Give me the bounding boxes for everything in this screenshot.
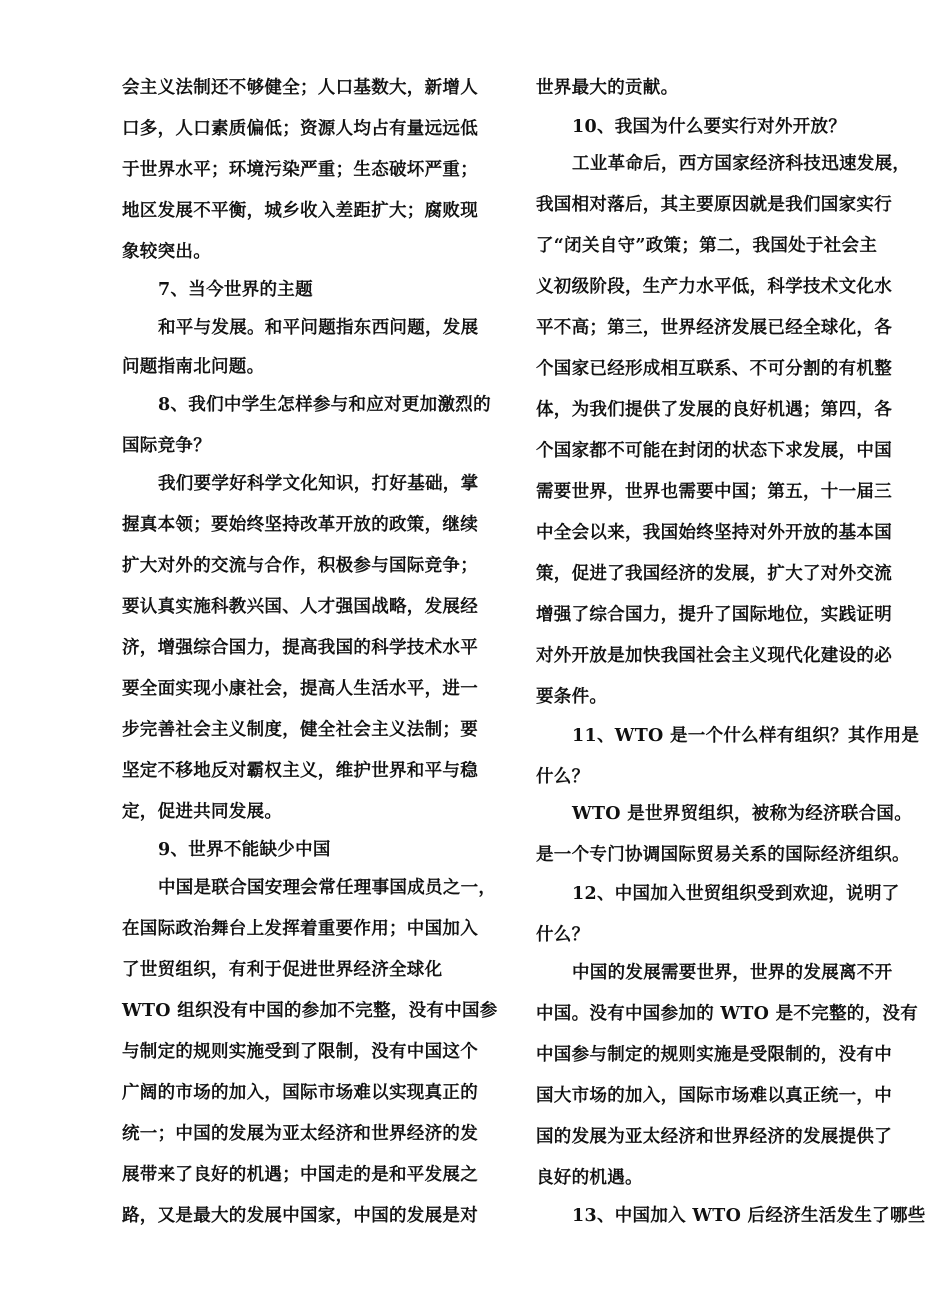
text-line: 需要世界，世界也需要中国；第五，十一届三 [536,482,892,502]
question-line: 9、世界不能缺少中国 [158,840,331,860]
text-line: 要全面实现小康社会，提高人生活水平，进一 [122,679,478,699]
text-line: 要条件。 [536,687,608,707]
text-line: 义初级阶段，生产力水平低，科学技术文化水 [536,277,892,297]
text-line: 要认真实施科教兴国、人才强国战略，发展经 [122,597,478,617]
text-line: 步完善社会主义制度，健全社会主义法制；要 [122,720,478,740]
text-line: 我们要学好科学文化知识，打好基础，掌 [158,474,479,494]
question-line: 7、当今世界的主题 [158,280,313,300]
question-line: 11、WTO 是一个什么样有组织？其作用是 [572,726,920,746]
text-line: 广阔的市场的加入，国际市场难以实现真正的 [122,1083,478,1103]
text-line: 在国际政治舞台上发挥着重要作用；中国加入 [122,919,478,939]
text-line: 体，为我们提供了发展的良好机遇；第四，各 [536,400,892,420]
text-line: 中国参与制定的规则实施是受限制的，没有中 [536,1045,892,1065]
text-line: 策，促进了我国经济的发展，扩大了对外交流 [536,564,892,584]
text-line: 坚定不移地反对霸权主义，维护世界和平与稳 [122,761,478,781]
text-line: 良好的机遇。 [536,1168,643,1188]
text-line: 工业革命后，西方国家经济科技迅速发展， [572,154,911,174]
question-line: 什么？ [536,767,590,787]
text-line: 中国的发展需要世界，世界的发展离不开 [572,963,893,983]
text-line: 中国。没有中国参加的 WTO 是不完整的，没有 [536,1004,919,1024]
text-line: WTO 是世界贸组织，被称为经济联合国。 [572,804,913,824]
text-line: 我国相对落后，其主要原因就是我们国家实行 [536,195,892,215]
text-line: 握真本领；要始终坚持改革开放的政策，继续 [122,515,478,535]
text-line: 于世界水平；环境污染严重；生态破坏严重； [122,160,478,180]
text-line: 路，又是最大的发展中国家，中国的发展是对 [122,1206,478,1226]
text-line: 了世贸组织，有利于促进世界经济全球化 [122,960,443,980]
text-line: 口多，人口素质偏低；资源人均占有量远远低 [122,119,478,139]
text-line: 与制定的规则实施受到了限制，没有中国这个 [122,1042,478,1062]
text-line: 地区发展不平衡，城乡收入差距扩大；腐败现 [122,201,478,221]
text-line: 对外开放是加快我国社会主义现代化建设的必 [536,646,892,666]
text-line: 是一个专门协调国际贸易关系的国际经济组织。 [536,845,910,865]
text-line: 和平与发展。和平问题指东西问题，发展 [158,318,479,338]
question-line: 什么？ [536,925,590,945]
text-line: 定，促进共同发展。 [122,802,283,822]
question-line: 10、我国为什么要实行对外开放？ [572,117,847,137]
text-line: 个国家都不可能在封闭的状态下求发展，中国 [536,441,892,461]
text-line: 统一；中国的发展为亚太经济和世界经济的发 [122,1124,478,1144]
text-line: 国的发展为亚太经济和世界经济的发展提供了 [536,1127,892,1147]
text-line: 增强了综合国力，提升了国际地位，实践证明 [536,605,892,625]
question-line: 13、中国加入 WTO 后经济生活发生了哪些 [572,1206,926,1226]
text-line: 象较突出。 [122,242,211,262]
question-line: 国际竞争？ [122,436,211,456]
text-line: 会主义法制还不够健全；人口基数大，新增人 [122,78,478,98]
text-line: 了“闭关自守”政策；第二，我国处于社会主 [536,236,878,256]
text-line: WTO 组织没有中国的参加不完整，没有中国参 [122,1001,498,1021]
question-line: 8、我们中学生怎样参与和应对更加激烈的 [158,395,491,415]
text-line: 展带来了良好的机遇；中国走的是和平发展之 [122,1165,478,1185]
text-line: 个国家已经形成相互联系、不可分割的有机整 [536,359,892,379]
text-line: 国大市场的加入，国际市场难以真正统一，中 [536,1086,892,1106]
question-line: 12、中国加入世贸组织受到欢迎，说明了 [572,884,900,904]
text-line: 中国是联合国安理会常任理事国成员之一， [158,878,497,898]
text-line: 扩大对外的交流与合作，积极参与国际竞争； [122,556,478,576]
text-line: 济，增强综合国力，提高我国的科学技术水平 [122,638,478,658]
text-line: 平不高；第三，世界经济发展已经全球化，各 [536,318,892,338]
text-line: 中全会以来，我国始终坚持对外开放的基本国 [536,523,892,543]
text-line: 问题指南北问题。 [122,357,265,377]
text-line: 世界最大的贡献。 [536,78,679,98]
